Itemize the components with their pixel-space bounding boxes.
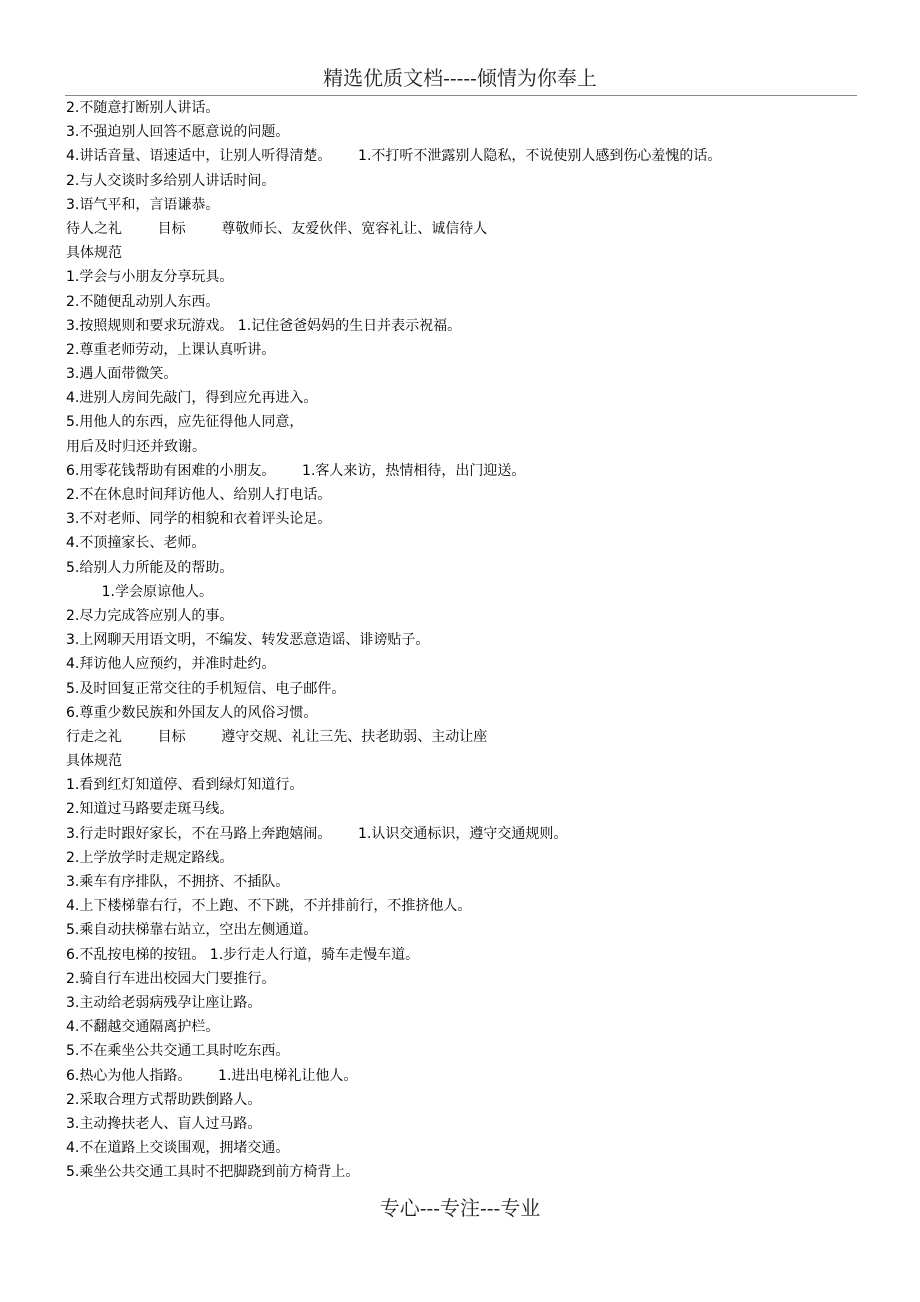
document-line: 4.进别人房间先敲门，得到应允再进入。 <box>66 390 318 407</box>
document-line: 3.上网聊天用语文明，不编发、转发恶意造谣、诽谤贴子。 <box>66 632 430 649</box>
document-line: 2.与人交谈时多给别人讲话时间。 <box>66 172 276 189</box>
document-line: 6.热心为他人指路。 1.进出电梯礼让他人。 <box>66 1067 358 1084</box>
document-line: 5.乘自动扶梯靠右站立，空出左侧通道。 <box>66 922 318 939</box>
document-line: 1.看到红灯知道停、看到绿灯知道行。 <box>66 777 304 794</box>
document-line: 1.学会原谅他人。 <box>66 583 213 600</box>
document-line: 2.不随意打断别人讲话。 <box>66 100 220 116</box>
document-line: 2.不随便乱动别人东西。 <box>66 293 220 310</box>
document-line: 2.采取合理方式帮助跌倒路人。 <box>66 1091 262 1108</box>
document-line: 3.遇人面带微笑。 <box>66 366 178 383</box>
document-line: 5.不在乘坐公共交通工具时吃东西。 <box>66 1043 290 1060</box>
page-header-title: 精选优质文档-----倾情为你奉上 <box>323 66 597 90</box>
document-line: 2.不在休息时间拜访他人、给别人打电话。 <box>66 487 332 503</box>
document-line: 2.知道过马路要走斑马线。 <box>66 801 234 818</box>
document-line: 2.上学放学时走规定路线。 <box>66 849 234 866</box>
document-line: 3.主动搀扶老人、盲人过马路。 <box>66 1115 262 1132</box>
document-line: 4.不翻越交通隔离护栏。 <box>66 1019 220 1036</box>
document-line: 3.不强迫别人回答不愿意说的问题。 <box>66 124 290 141</box>
document-line: 3.行走时跟好家长，不在马路上奔跑嬉闹。 1.认识交通标识，遵守交通规则。 <box>66 825 568 842</box>
page-footer-text: 专心---专注---专业 <box>379 1196 541 1220</box>
document-line: 5.及时回复正常交往的手机短信、电子邮件。 <box>66 680 346 697</box>
document-line: 2.尽力完成答应别人的事。 <box>66 607 234 624</box>
document-line: 3.语气平和，言语谦恭。 <box>66 196 220 213</box>
document-line: 4.上下楼梯靠右行，不上跑、不下跳，不并排前行，不推挤他人。 <box>66 898 472 915</box>
document-line: 具体规范 <box>66 753 122 770</box>
document-line: 4.拜访他人应预约，并准时赴约。 <box>66 656 276 673</box>
document-line: 用后及时归还并致谢。 <box>66 438 206 455</box>
document-line: 5.给别人力所能及的帮助。 <box>66 559 234 576</box>
document-line: 行走之礼 目标 遵守交规、礼让三先、扶老助弱、主动让座 <box>66 728 488 745</box>
document-line: 3.主动给老弱病残孕让座让路。 <box>66 994 262 1011</box>
document-line: 6.用零花钱帮助有困难的小朋友。 1.客人来访，热情相待，出门迎送。 <box>66 462 526 479</box>
document-line: 3.乘车有序排队，不拥挤、不插队。 <box>66 874 290 890</box>
document-line: 4.讲话音量、语速适中，让别人听得清楚。 1.不打听不泄露别人隐私，不说使别人感到伤心羞愧的话。 <box>66 148 722 165</box>
document-line: 具体规范 <box>66 245 122 262</box>
document-line: 4.不顶撞家长、老师。 <box>66 535 206 552</box>
document-line: 6.不乱按电梯的按钮。 1.步行走人行道，骑车走慢车道。 <box>66 946 420 963</box>
document-line: 3.按照规则和要求玩游戏。 1.记住爸爸妈妈的生日并表示祝福。 <box>66 317 462 334</box>
document-body <box>66 96 866 1184</box>
document-line: 1.学会与小朋友分享玩具。 <box>66 269 234 286</box>
document-line: 2.尊重老师劳动，上课认真听讲。 <box>66 341 276 358</box>
document-line: 5.乘坐公共交通工具时不把脚跷到前方椅背上。 <box>66 1164 360 1181</box>
document-line: 4.不在道路上交谈围观，拥堵交通。 <box>66 1140 290 1157</box>
document-line: 6.尊重少数民族和外国友人的风俗习惯。 <box>66 704 318 721</box>
document-line: 待人之礼 目标 尊敬师长、友爱伙伴、宽容礼让、诚信待人 <box>66 220 488 237</box>
document-line: 2.骑自行车进出校园大门要推行。 <box>66 970 276 987</box>
document-line: 3.不对老师、同学的相貌和衣着评头论足。 <box>66 511 332 528</box>
document-line: 5.用他人的东西，应先征得他人同意， <box>66 414 304 431</box>
